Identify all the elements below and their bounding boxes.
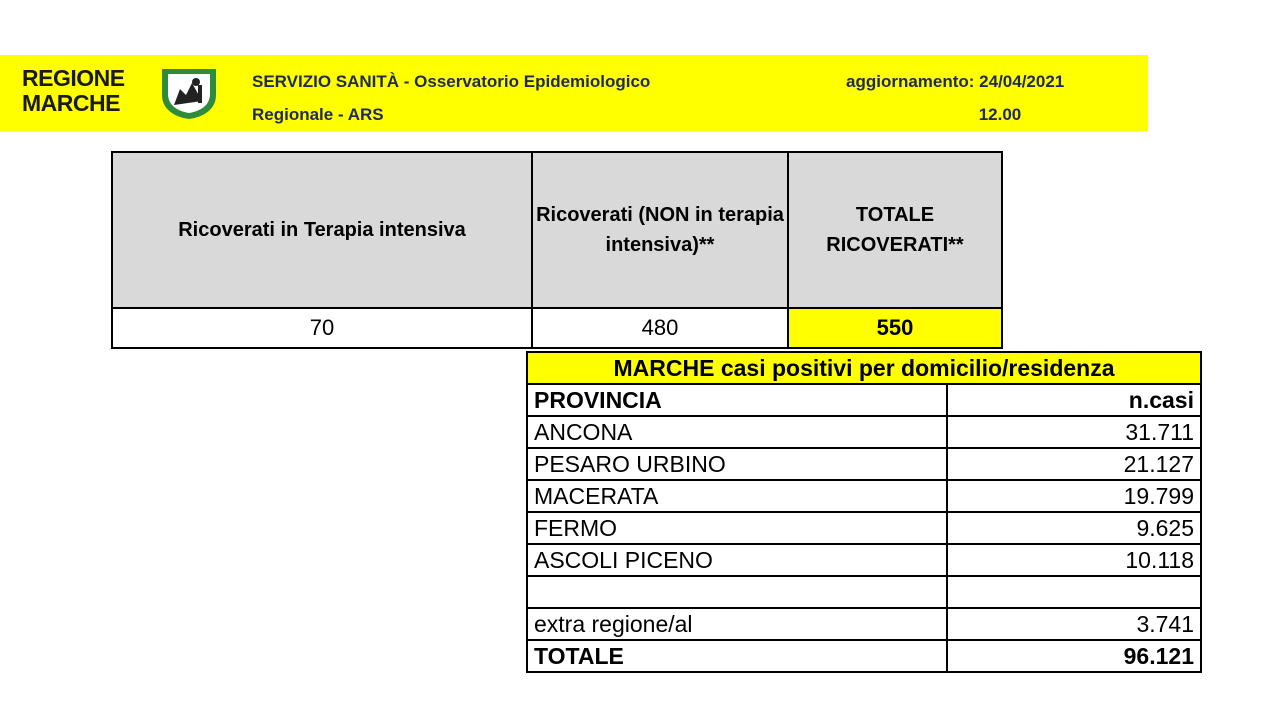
region-logo-text bbox=[22, 66, 125, 116]
service-line-1: SERVIZIO SANITÀ - Osservatorio Epidemiologico bbox=[252, 72, 651, 91]
total-label: TOTALE bbox=[527, 640, 947, 672]
table-row bbox=[527, 544, 1201, 576]
table-row bbox=[527, 416, 1201, 448]
table-row bbox=[527, 512, 1201, 544]
header-banner bbox=[0, 55, 1148, 131]
header-icu: Ricoverati in Terapia intensiva bbox=[112, 152, 532, 308]
province-name: FERMO bbox=[527, 512, 947, 544]
province-cases: 3.741 bbox=[947, 608, 1201, 640]
value-icu: 70 bbox=[112, 308, 532, 348]
header-non-icu: Ricoverati (NON in terapia intensiva)** bbox=[532, 152, 788, 308]
province-cases: 19.799 bbox=[947, 480, 1201, 512]
province-name: MACERATA bbox=[527, 480, 947, 512]
province-name: ASCOLI PICENO bbox=[527, 544, 947, 576]
value-total-hospitalized: 550 bbox=[788, 308, 1002, 348]
province-name: extra regione/al bbox=[527, 608, 947, 640]
province-cases: 10.118 bbox=[947, 544, 1201, 576]
region-emblem-icon bbox=[158, 65, 220, 121]
table-row bbox=[527, 608, 1201, 640]
province-cases-table bbox=[526, 351, 1202, 673]
province-cases: 9.625 bbox=[947, 512, 1201, 544]
header-total-hospitalized: TOTALE RICOVERATI** bbox=[788, 152, 1002, 308]
service-title bbox=[252, 65, 650, 131]
total-cases: 96.121 bbox=[947, 640, 1201, 672]
logo-line-2: MARCHE bbox=[22, 90, 120, 116]
province-name: PESARO URBINO bbox=[527, 448, 947, 480]
hospitalized-table bbox=[111, 151, 1003, 349]
col-header-cases: n.casi bbox=[947, 384, 1201, 416]
logo-line-1: REGIONE bbox=[22, 65, 125, 91]
update-date: aggiornamento: 24/04/2021 bbox=[846, 72, 1065, 91]
table-row bbox=[527, 448, 1201, 480]
province-cases bbox=[947, 576, 1201, 608]
update-time: 12.00 bbox=[978, 105, 1022, 124]
province-cases: 31.711 bbox=[947, 416, 1201, 448]
table-row bbox=[527, 576, 1201, 608]
service-line-2: Regionale - ARS bbox=[252, 105, 384, 124]
value-non-icu: 480 bbox=[532, 308, 788, 348]
update-info bbox=[846, 65, 1146, 131]
total-row bbox=[527, 640, 1201, 672]
col-header-province: PROVINCIA bbox=[527, 384, 947, 416]
province-name: ANCONA bbox=[527, 416, 947, 448]
province-table-title: MARCHE casi positivi per domicilio/residenza bbox=[527, 352, 1201, 384]
province-cases: 21.127 bbox=[947, 448, 1201, 480]
table-row bbox=[527, 480, 1201, 512]
province-name bbox=[527, 576, 947, 608]
